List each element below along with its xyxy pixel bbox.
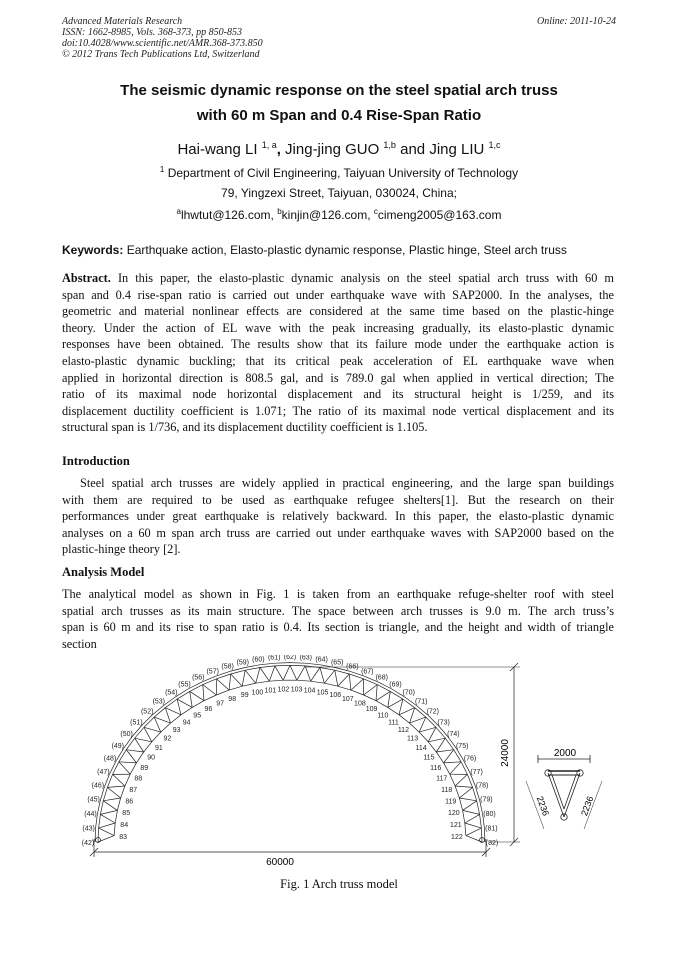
web-member (305, 666, 311, 681)
introduction-heading: Introduction (62, 454, 130, 468)
web-member (436, 738, 445, 752)
outer-chord (135, 727, 144, 738)
outer-node-label: (50) (120, 730, 133, 738)
abstract-line: geometric and material nonlinear effects are considered at the same time based on the plastic-hinge (62, 304, 614, 319)
web-member (364, 685, 378, 695)
outer-node-label: (52) (140, 708, 154, 716)
web-member (135, 738, 144, 752)
affiliation-dept (62, 165, 616, 180)
outer-node-label: (71) (414, 698, 428, 706)
analysis-line: spatial arch trusses as its main structure. The space between arch trusses is 9.0 m. The arch truss’s (62, 603, 614, 618)
outer-node-label: (64) (315, 656, 328, 664)
abstract-line: applied in horizontal direction is 808.5 gal, and is 789.0 gal when applied in vertical direction; The (62, 370, 614, 385)
web-member (269, 666, 275, 681)
outer-node-label: (53) (152, 698, 166, 706)
section-top-label: 2000 (553, 748, 577, 759)
abstract-line: theory. Under the action of EL wave with the peak increasing gradually, its elasto-plastic dynamic (62, 320, 614, 335)
inner-node-label: 104 (303, 687, 316, 695)
analysis-model-paragraph (62, 586, 614, 652)
keywords-label: Keywords: (62, 243, 124, 257)
outer-chord (290, 665, 305, 666)
web-member (436, 750, 453, 752)
inner-node-label: 110 (377, 712, 389, 720)
analysis-line: section (62, 636, 97, 651)
inner-node-label: 100 (251, 689, 264, 697)
issn-line: ISSN: 1662-8985, Vols. 368-373, pp 850-853 (62, 27, 242, 38)
outer-node-label: (67) (361, 668, 374, 676)
outer-chord (436, 727, 445, 738)
author-list: Hai-wang LI $^{1, a}$, Jing-jing GUO $^{1,b}$ and Jing LIU $^{1,c}$ (177, 140, 501, 158)
inner-node-label: 89 (140, 764, 149, 772)
outer-chord (99, 814, 101, 828)
inner-node-label: 116 (430, 764, 442, 772)
outer-chord-2 (290, 663, 305, 664)
web-member (376, 685, 377, 701)
inner-node-label: 112 (397, 727, 409, 735)
web-member (190, 691, 204, 700)
figure-caption: Fig. 1 Arch truss model (280, 877, 398, 891)
inner-node-label: 113 (407, 735, 419, 743)
analysis-line: span is 60 m and its rise to span ratio is 0.4. Its section is triangle, and the height and width of triangle (62, 620, 614, 635)
web-member (335, 670, 338, 686)
web-member (242, 670, 245, 686)
abstract-line: ratio of its maximal node horizontal displacement and its structural height is 1/259, and its (62, 387, 614, 402)
analysis-model-heading: Analysis Model (62, 565, 145, 579)
outer-node-label: (59) (236, 659, 250, 667)
span-dim-label: 60000 (266, 857, 294, 868)
author-1: Hai-wang LI (177, 141, 258, 158)
email-c[interactable]: cimeng2005@163.com (377, 208, 502, 222)
inner-node-label: 96 (204, 705, 213, 713)
abstract-line: responses have been obtained. The results show that its failure mode under the earthquake action is (62, 337, 614, 352)
author-3-affil: 1,c (488, 140, 501, 150)
inner-chord (181, 707, 192, 714)
abstract-paragraph (62, 270, 614, 436)
affiliation-dept-text: Department of Civil Engineering, Taiyuan University of Technology (167, 166, 519, 180)
outer-node-label: (55) (178, 681, 191, 689)
outer-chord-2 (260, 663, 275, 665)
web-member (320, 668, 324, 684)
outer-node-label: (62) (283, 655, 297, 662)
outer-node-label: (56) (192, 674, 205, 682)
web-member (388, 691, 391, 707)
inner-node-label: 95 (193, 712, 202, 720)
web-member (455, 786, 473, 787)
web-member (444, 750, 454, 763)
doi-line: doi:10.4028/www.scientific.net/AMR.368-373.850 (62, 38, 263, 49)
height-dim-label: 24000 (500, 739, 511, 767)
triangle-section (526, 755, 602, 829)
web-member (217, 679, 230, 690)
inner-chord (463, 810, 465, 823)
web-member (338, 674, 350, 686)
outer-chord (203, 679, 217, 685)
outer-chord (480, 814, 482, 828)
intro-line: with them are required to be used as earthquake refugee shelters[1]. But the research on their (62, 492, 614, 507)
abstract-line: displacement ductility coefficient is 1.071; The ratio of its maximal node vertical displacement and its (62, 403, 614, 418)
outer-chord (245, 668, 260, 671)
email-b[interactable]: kinjin@126.com, (281, 208, 371, 222)
inner-node-label: 109 (365, 705, 378, 713)
figure-arch-truss (62, 655, 622, 875)
inner-chord (152, 732, 161, 742)
inner-node-label: 98 (228, 695, 237, 703)
web-member (465, 814, 480, 823)
outer-node-label: (60) (252, 656, 265, 664)
author-2-affil: 1,b (383, 140, 396, 150)
web-member (450, 762, 461, 774)
outer-chord-2 (116, 748, 123, 760)
outer-node-label: (63) (299, 655, 313, 662)
outer-node-label: (48) (103, 755, 117, 763)
inner-node-label: 86 (125, 798, 134, 806)
inner-node-label: 97 (216, 700, 224, 708)
inner-node-label: 119 (445, 798, 457, 806)
inner-node-label: 103 (290, 686, 303, 694)
arch-truss-drawing (62, 655, 622, 875)
web-member (463, 801, 477, 811)
outer-node-label: (45) (87, 796, 100, 804)
web-member (203, 685, 204, 701)
web-member (119, 762, 130, 774)
web-member (466, 828, 482, 836)
inner-node-label: 101 (264, 687, 277, 695)
inner-chord (465, 823, 466, 836)
section-right-inner (564, 775, 576, 809)
outer-chord-2 (132, 726, 142, 737)
web-member (376, 691, 390, 700)
affiliation-emails (62, 207, 616, 222)
inner-chord (297, 680, 311, 681)
web-member (349, 674, 351, 690)
outer-chord (260, 666, 275, 668)
web-member (444, 762, 462, 763)
web-member (99, 823, 116, 828)
email-a[interactable]: lhwtut@126.com, (180, 208, 274, 222)
web-member (275, 666, 283, 680)
inner-chord (171, 715, 182, 723)
outer-node-label: (70) (402, 689, 415, 697)
inner-node-label: 106 (329, 692, 342, 700)
web-member (119, 762, 136, 763)
inner-node-label: 118 (441, 786, 453, 794)
web-member (113, 774, 125, 786)
inner-chord (216, 690, 229, 695)
outer-chord (275, 665, 290, 666)
intro-line: analyses on a 60 m span arch truss are carried out under earthquake waves with SAP2000 based on the (62, 525, 614, 540)
inner-chord (388, 707, 399, 714)
outer-node-label: (57) (206, 668, 219, 676)
inner-node-label: 87 (129, 786, 138, 794)
inner-chord (130, 763, 136, 774)
paper-title-line-2: with 60 m Span and 0.4 Rise-Span Ratio (196, 107, 482, 124)
web-member (324, 670, 335, 683)
web-member (283, 665, 290, 680)
outer-chord (126, 738, 134, 750)
web-member (203, 685, 217, 695)
inner-chord (144, 742, 152, 752)
inner-node-label: 92 (163, 735, 172, 743)
web-member (177, 699, 192, 707)
inner-node-label: 117 (436, 775, 448, 783)
outer-node-label: (47) (97, 768, 110, 776)
outer-chord (190, 685, 203, 692)
inner-chord (436, 752, 443, 763)
outer-chord (165, 699, 177, 708)
outer-chord-2 (305, 663, 320, 665)
email-b-sup: b (277, 207, 282, 216)
outer-node-label: (54) (165, 689, 178, 697)
inner-chord (311, 681, 325, 683)
inner-node-label: 111 (388, 719, 399, 727)
web-member (107, 786, 125, 787)
inner-chord (338, 686, 351, 690)
keywords-text: Earthquake action, Elasto-plastic dynamic response, Plastic hinge, Steel arch truss (126, 243, 567, 257)
web-member (428, 738, 445, 742)
web-member (351, 679, 364, 690)
outer-node-label: (65) (330, 659, 344, 667)
outer-node-label: (61) (267, 655, 281, 662)
inner-node-label: 90 (147, 754, 155, 762)
outer-node-label: (78) (475, 782, 489, 790)
web-member (126, 750, 143, 752)
inner-chord (192, 701, 204, 708)
journal-name: Advanced Materials Research (62, 16, 183, 27)
inner-chord (269, 680, 283, 681)
inner-node-label: 93 (172, 727, 181, 735)
outer-node-label: (76) (463, 755, 477, 763)
outer-node-label: (72) (426, 708, 440, 716)
outer-chord (100, 801, 103, 815)
inner-node-label: 83 (119, 834, 127, 841)
web-member (107, 787, 120, 798)
paper-title-line-1: The seismic dynamic response on the steel spatial arch truss (120, 82, 558, 99)
section-right-label: 2236 (579, 794, 596, 818)
web-member (190, 691, 193, 707)
author-1-affil: 1, a (261, 140, 277, 150)
outer-chord (98, 828, 99, 842)
inner-node-label: 91 (155, 744, 163, 752)
web-member (126, 750, 136, 763)
inner-node-label: 115 (423, 754, 435, 762)
inner-node-label: 102 (277, 686, 290, 694)
inner-node-label: 94 (182, 719, 191, 727)
web-member (245, 670, 256, 683)
author-2: Jing-jing GUO (285, 141, 380, 158)
abstract-label: Abstract. (62, 271, 111, 285)
inner-node-label: 84 (120, 821, 129, 829)
web-member (100, 814, 115, 823)
inner-chord (204, 695, 216, 701)
outer-chord (445, 738, 453, 750)
inner-chord (399, 715, 410, 723)
inner-node-label: 108 (354, 700, 366, 708)
keywords (62, 243, 618, 257)
outer-chord (177, 691, 190, 699)
web-member (399, 699, 403, 715)
inner-chord (450, 774, 455, 786)
inner-chord (136, 752, 143, 763)
outer-node-label: (82) (485, 840, 499, 847)
web-member (459, 798, 476, 801)
web-member (260, 668, 269, 682)
outer-chord (320, 668, 335, 671)
web-member (100, 810, 117, 814)
inner-chord (125, 774, 130, 786)
outer-chord (454, 750, 461, 762)
outer-node-label: (66) (346, 663, 359, 671)
inner-chord (419, 732, 428, 742)
author-and: and (400, 141, 426, 158)
outer-chord (477, 801, 480, 815)
outer-chord-2 (456, 748, 463, 760)
outer-node-label: (79) (480, 796, 493, 804)
online-date: Online: 2011-10-24 (537, 16, 616, 27)
outer-node-label: (68) (375, 674, 388, 682)
inner-chord (117, 798, 120, 810)
web-member (290, 665, 297, 680)
outer-node-label: (46) (91, 782, 105, 790)
web-member (459, 787, 472, 798)
inner-chord (459, 798, 462, 810)
inner-chord (242, 683, 256, 686)
intro-line: Steel spatial arch trusses are widely applied in practical engineering, and the large span buildings (80, 476, 614, 490)
inner-node-label: 122 (451, 834, 463, 841)
inner-chord (115, 810, 117, 823)
abstract-line: elasto-plastic dynamic buckling; that its critical peak acceleration of EL earthquake wave when (62, 353, 614, 368)
web-member (135, 738, 152, 742)
inner-node-label: 85 (122, 810, 131, 817)
web-member (103, 798, 120, 801)
author-3: Jing LIU (429, 141, 485, 158)
web-member (455, 774, 467, 786)
outer-chord (481, 828, 482, 842)
outer-node-label: (43) (82, 825, 95, 833)
email-a-sup: a (176, 207, 181, 216)
outer-node-label: (51) (130, 719, 143, 727)
web-member (388, 699, 403, 707)
outer-chord-2 (124, 737, 133, 749)
outer-chord (144, 717, 154, 727)
outer-node-label: (80) (483, 810, 496, 818)
section-left-inner (552, 775, 564, 809)
web-member (231, 674, 243, 686)
outer-node-label: (42) (81, 840, 95, 847)
outer-chord (467, 774, 472, 787)
journal-header (62, 16, 618, 60)
outer-node-label: (69) (389, 681, 402, 689)
inner-chord (324, 683, 338, 686)
inner-node-label: 120 (447, 810, 460, 817)
outer-chord (119, 750, 126, 762)
inner-chord (114, 823, 115, 836)
outer-node-label: (58) (221, 663, 234, 671)
outer-chord (113, 762, 119, 775)
inner-chord (376, 701, 388, 708)
inner-chord (256, 681, 270, 683)
inner-node-label: 105 (316, 689, 329, 697)
intro-line: performances under great earthquake is relatively backward. In this paper, the elasto-plastic dynamic (62, 509, 614, 524)
inner-chord (161, 723, 171, 732)
outer-node-label: (49) (111, 742, 125, 750)
inner-node-label: 121 (449, 821, 462, 829)
outer-node-label: (75) (455, 742, 469, 750)
inner-chord (455, 786, 459, 798)
email-c-sup: c (373, 207, 378, 216)
web-member (256, 668, 260, 684)
affiliation-num: 1 (159, 165, 165, 174)
web-member (99, 828, 115, 836)
web-member (177, 699, 181, 715)
outer-chord-2 (275, 663, 290, 664)
inner-chord (410, 723, 420, 732)
inner-node-label: 114 (415, 744, 427, 752)
web-member (463, 810, 480, 814)
outer-chord (426, 717, 436, 727)
inner-chord (229, 686, 242, 690)
abstract-line (62, 270, 614, 287)
intro-line: plastic-hinge theory [2]. (62, 542, 181, 557)
section-right-web (564, 773, 580, 817)
section-left-label: 2236 (534, 794, 551, 818)
web-member (297, 666, 305, 680)
outer-node-label: (81) (485, 825, 498, 833)
inner-node-label: 107 (341, 695, 354, 703)
analysis-line: The analytical model as shown in Fig. 1 is taken from an earthquake refuge-shelter roof with steel (62, 587, 614, 601)
inner-chord (444, 763, 450, 774)
outer-chord (390, 691, 403, 699)
affiliation-address: 79, Yingzexi Street, Taiyuan, 030024, China; (221, 186, 457, 200)
outer-chord (107, 774, 112, 787)
inner-chord (121, 786, 125, 798)
outer-node-label: (74) (447, 730, 460, 738)
outer-node-label: (73) (437, 719, 450, 727)
outer-chord (461, 762, 467, 775)
copyright-line: © 2012 Trans Tech Publications Ltd, Switzerland (62, 49, 260, 60)
inner-node-label: 99 (240, 692, 249, 700)
web-member (465, 823, 482, 828)
abstract-line: span and 0.4 rise-span ratio is carried out under earthquake wave with SAP2000. In the analyses, the (62, 287, 614, 302)
abstract-line-text: In this paper, the elasto-plastic dynamic analysis on the steel spatial arch truss with 60 m (117, 271, 614, 285)
web-member (229, 674, 231, 690)
outer-chord (403, 699, 415, 708)
inner-node-label: 88 (134, 775, 143, 783)
inner-chord (428, 742, 436, 752)
introduction-paragraph (62, 475, 614, 558)
web-member (311, 668, 320, 682)
abstract-line: structural span is 1/736, and its displacement ductility coefficient is 1.105. (62, 420, 428, 435)
inner-chord (351, 690, 364, 695)
web-member (103, 801, 117, 811)
outer-node-label: (44) (84, 810, 97, 818)
outer-node-label: (77) (470, 768, 483, 776)
